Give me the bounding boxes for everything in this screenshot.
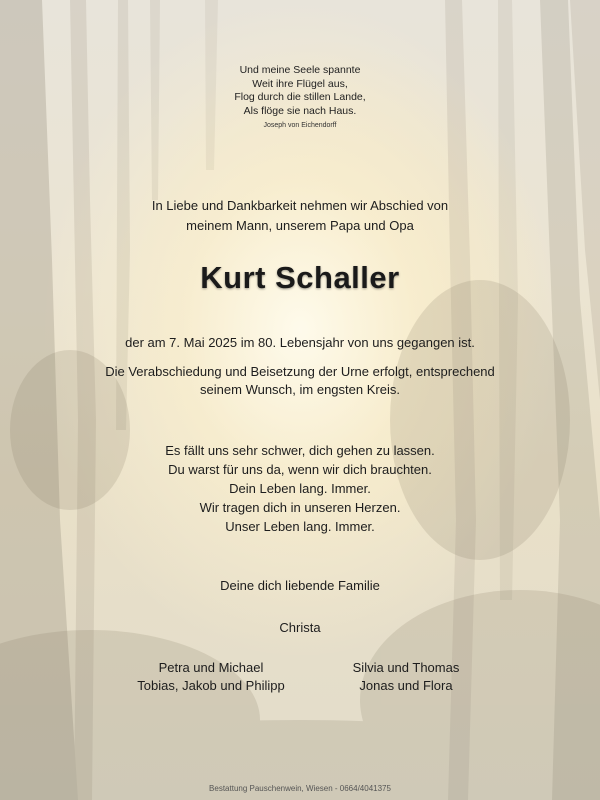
intro-line: In Liebe und Dankbarkeit nehmen wir Abschied von (151, 198, 449, 213)
verse-line: Dein Leben lang. Immer. (229, 481, 371, 496)
ceremony-line: Die Verabschiedung und Beisetzung der Urne erfolgt, entsprechend (105, 364, 495, 379)
widow-name: Christa (279, 620, 321, 635)
family-member-line: Petra und Michael (158, 660, 264, 675)
memorial-verse (0, 441, 600, 536)
verse-line: Es fällt uns sehr schwer, dich gehen zu lassen. (165, 443, 435, 458)
family-heading: Deine dich liebende Familie (220, 578, 380, 593)
family-member-line: Jonas und Flora (359, 678, 453, 693)
family-group-right (296, 659, 516, 695)
intro-line: meinem Mann, unserem Papa und Opa (186, 218, 414, 233)
verse-line: Du warst für uns da, wenn wir dich brauchten. (168, 462, 432, 477)
family-member-line: Silvia und Thomas (352, 660, 460, 675)
death-notice: der am 7. Mai 2025 im 80. Lebensjahr von uns gegangen ist. (125, 335, 475, 350)
intro-text (0, 196, 600, 236)
family-group-left (101, 659, 321, 695)
poem-line: Weit ihre Flügel aus, (252, 77, 348, 90)
poem-line: Als flöge sie nach Haus. (243, 104, 357, 117)
poem-line: Und meine Seele spannte (239, 64, 361, 76)
deceased-name: Kurt Schaller (200, 260, 400, 295)
poem-line: Flog durch die stillen Lande, (234, 91, 366, 103)
poem-author: Joseph von Eichendorff (263, 122, 337, 129)
poem (0, 64, 600, 118)
family-member-line: Tobias, Jakob und Philipp (137, 678, 285, 693)
ceremony-line: seinem Wunsch, im engsten Kreis. (200, 382, 400, 397)
verse-line: Unser Leben lang. Immer. (225, 519, 375, 534)
ceremony-text (0, 363, 600, 399)
funeral-home-footer: Bestattung Pauschenwein, Wiesen - 0664/4041375 (209, 784, 391, 793)
verse-line: Wir tragen dich in unseren Herzen. (199, 500, 401, 515)
